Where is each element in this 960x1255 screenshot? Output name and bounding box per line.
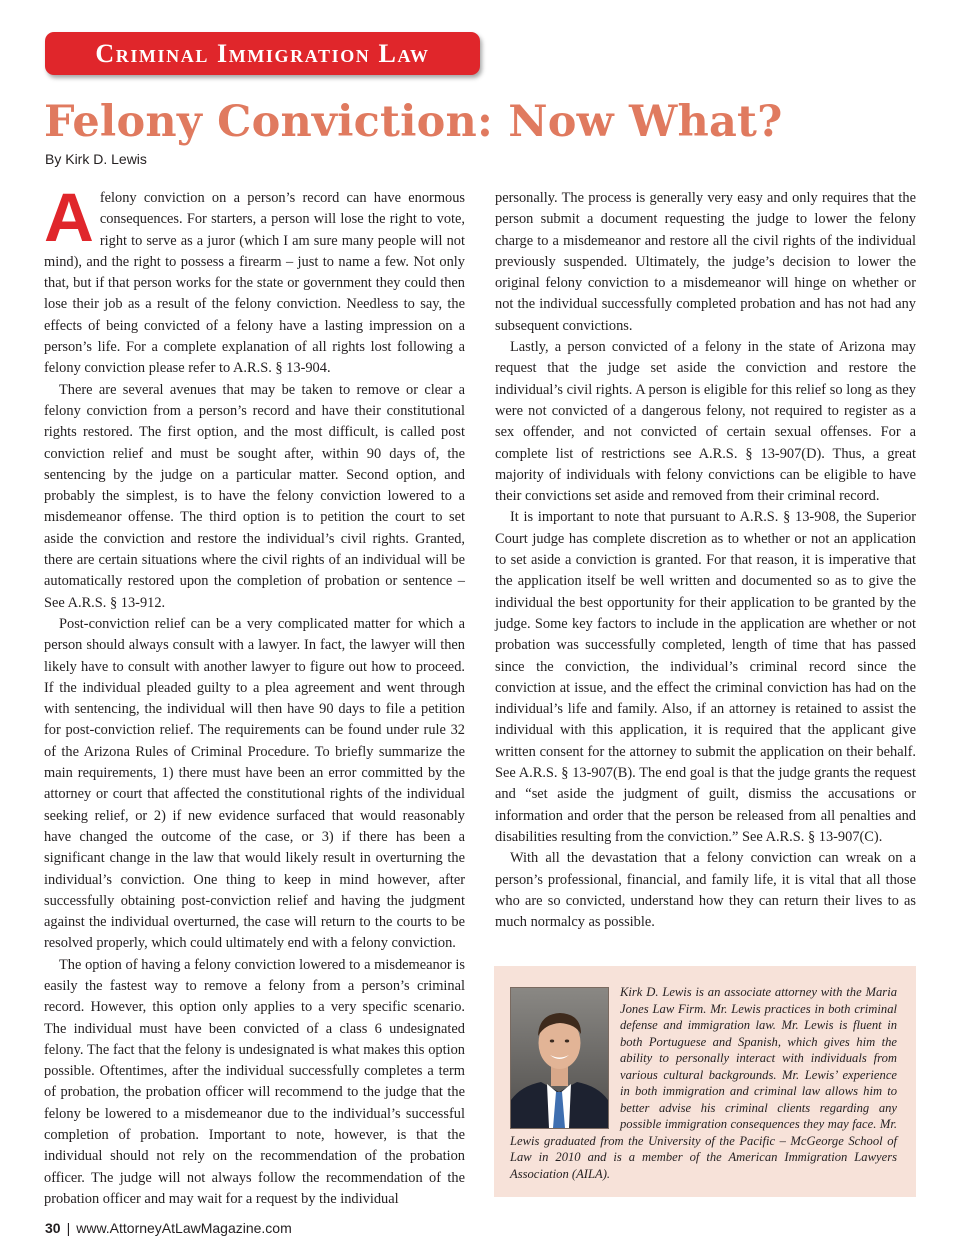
author-bio-text: Kirk D. Lewis is an associate attorney with the Maria Jones Law Firm. Mr. Lewis practices in both criminal defense and immigration law. Mr. Lewis is fluent in both Portuguese and Spanish, which gives him the ability to personally interact with individuals from various cultural backgrounds. Mr. Lewis’ experience in both immigration and criminal law allows him to better advise his criminal clients regarding any possible immigration consequences they may face. Mr. Lewis graduated from the University of the Pacific – McGeorge School of Law in 2010 and is a member of the American Immigration Lawyers Association (AILA).: [510, 985, 897, 1181]
article-paragraph: Post-conviction relief can be a very complicated matter for which a person should always consult with a lawyer. In fact, the lawyer will then likely have to consult with another lawyer to figure out how to proceed. If the individual pleaded guilty to a plea agreement and went through with sentencing, the individual will then have 90 days to file a petition for post-conviction relief. The requirements can be found under rule 32 of the Arizona Rules of Criminal Procedure. To briefly summarize the main requirements, 1) there must have been an error committed by the attorney or court that affected the constitutional rights of the individual seeking relief, or 2) if new evidence surfaced that would reasonably have changed the outcome of the case, or 3) if there has been a significant change in the law that would likely result in overturning the individual’s conviction. One thing to keep in mind however, after successfully obtaining post-conviction relief and having the judgment against the individual overturned, the case will return to the courts to be resolved properly, which could ultimately end with a felony conviction.: [44, 615, 465, 952]
article-paragraph: With all the devastation that a felony conviction can wreak on a person’s professional, financial, and family life, it is vital that all those who are so convicted, understand how they can return their lives to as much normalcy as possible.: [495, 850, 916, 931]
page-footer: [45, 1220, 292, 1236]
drop-cap: A: [44, 179, 94, 256]
article-paragraph: personally. The process is generally very easy and only requires that the person submit a document requesting the judge to lower the felony charge to a misdemeanor and restore all the civil rights of the individual previously suspended. Ultimately, the judge’s decision to lower the original felony conviction to a misdemeanor will hinge on whether or not the individual successfully completed probation and has not had any subsequent convictions.: [495, 190, 916, 334]
page-number: 30: [45, 1220, 61, 1236]
section-banner: [45, 32, 480, 75]
article-right-column: [495, 188, 916, 933]
article-paragraph: Afelony conviction on a person’s record can have enormous consequences. For starters, a person will lose the right to vote, right to serve as a juror (which I am sure many people will not mind), and the right to possess a firearm – just to name a few. Not only that, but if that person works for the state or government they could then lose their job as a result of the felony conviction. Needless to say, the effects of being convicted of a felony have a lasting impression on a person’s life. For a complete explanation of all rights lost following a felony conviction please refer to A.R.S. § 13-904.: [44, 179, 465, 377]
author-bio-box: [494, 966, 916, 1197]
byline: By Kirk D. Lewis: [45, 151, 147, 167]
section-label: Criminal Immigration Law: [95, 38, 430, 68]
article-paragraph: Lastly, a person convicted of a felony in the state of Arizona may request that the judge set aside the conviction and restore the individual’s civil rights. A person is eligible for this relief so long as they were not convicted of a dangerous felony, not required to register as a sex offender, and not convicted of certain sexual offenses. For a complete list of restrictions see A.R.S. § 13-907(D). Thus, a great majority of individuals with felony convictions can be eligible to have their convictions set aside and removed from their criminal record.: [495, 339, 916, 505]
footer-separator: |: [66, 1220, 71, 1236]
article-paragraph: The option of having a felony conviction lowered to a misdemeanor is easily the fastest way to remove a felony from a person’s criminal record. However, this option only applies to a very specific scenario. The individual must have been convicted of a class 6 undesignated felony. The fact that the felony is undesignated is what makes this option possible. Oftentimes, after the individual successfully completes a term of probation, the probation officer will recommend to the judge that the felony be lowered to a misdemeanor due to the individual’s successful completion of probation. Important to note, however, is that the individual should not rely on the recommendation of the probation officer. The judge will not always follow the recommendation of the probation officer and may wait for a request by the individual: [44, 956, 465, 1207]
article-paragraph: It is important to note that pursuant to A.R.S. § 13-908, the Superior Court judge has complete discretion as to whether or not an application to set aside a conviction is granted. For that reason, it is imperative that the application itself be well written and documented so as to give the individual the best opportunity for their application to be granted by the judge. Some key factors to include in the application are whether or not probation was successfully completed, length of time that has passed since the conviction, the individual’s criminal record since the conviction at issue, and the effect the criminal conviction has had on the individual’s life and family. Also, if an attorney is retained to assist the individual with this application, it is required that the applicant give written consent for the attorney to submit the application on their behalf. See A.R.S. § 13-907(B). The end goal is that the judge grants the request and “set aside the judgment of guilt, dismiss the accusations or information and order that the person be released from all penalties and disabilities resulting from the conviction.” See A.R.S. § 13-907(C).: [495, 509, 916, 845]
article-paragraph: There are several avenues that may be taken to remove or clear a felony conviction from a person’s record and have their constitutional rights restored. The first option, and the most difficult, is called post conviction relief and must be sought after, within 90 days of, the sentencing by the judge on a particular matter. Second option, and probably the simplest, is to have the felony conviction lowered to a misdemeanor offense. The third option is to petition the court to set aside the conviction and restore the individual’s civil rights. Granted, there are certain situations where the civil rights of an individual will be automatically restored upon the completion of probation or sentence – See A.R.S. § 13-912.: [44, 381, 465, 611]
article-left-column: [44, 179, 465, 1210]
website-link[interactable]: www.AttorneyAtLawMagazine.com: [76, 1220, 292, 1236]
page-title: Felony Conviction: Now What?: [44, 97, 783, 147]
